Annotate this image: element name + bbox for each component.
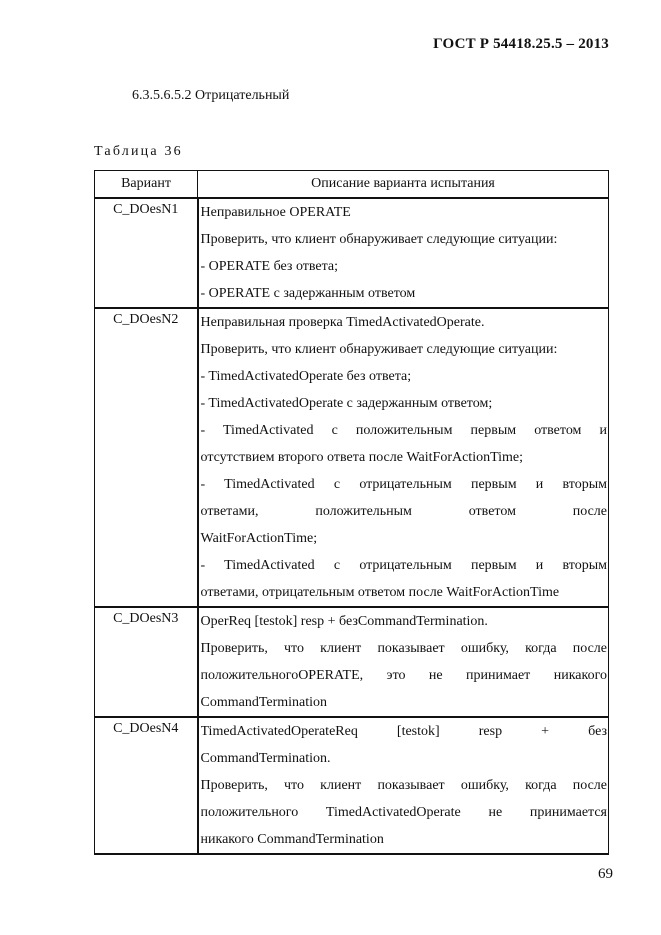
description-line: - TimedActivated с положительным первым ответом и xyxy=(200,423,607,438)
table-header-row xyxy=(95,171,609,199)
variant-cell: C_DOesN1 xyxy=(95,198,198,308)
section-title: 6.3.5.6.5.2 Отрицательный xyxy=(132,88,290,103)
description-line: - OPERATE без ответа; xyxy=(200,259,339,274)
page-number: 69 xyxy=(598,866,613,882)
description-line: WaitForActionTime; xyxy=(200,531,318,546)
document-header: ГОСТ Р 54418.25.5 – 2013 xyxy=(433,36,609,52)
description-line: TimedActivatedOperateReq [testok] resp + без xyxy=(200,724,607,739)
description-line: - TimedActivated с отрицательным первым и вторым xyxy=(200,477,607,492)
variant-cell: C_DOesN4 xyxy=(95,717,198,854)
table-row xyxy=(95,607,609,717)
description-cell xyxy=(198,198,609,308)
column-header-description: Описание варианта испытания xyxy=(198,171,609,199)
description-line: Проверить, что клиент показывает ошибку, когда после xyxy=(200,641,607,656)
description-line: положительного TimedActivatedOperate не принимается xyxy=(200,805,607,820)
description-line: Проверить, что клиент обнаруживает следующие ситуации: xyxy=(200,232,558,247)
description-line: никакого CommandTermination xyxy=(200,832,384,847)
description-line: ответами, отрицательным ответом после WaitForActionTime xyxy=(200,585,560,600)
description-line: положительногоOPERATE, это не принимает никакого xyxy=(200,668,607,683)
description-line: Неправильная проверка TimedActivatedOperate. xyxy=(200,315,485,330)
description-line: отсутствием второго ответа после WaitForActionTime; xyxy=(200,450,524,465)
description-line: - TimedActivatedOperate с задержанным ответом; xyxy=(200,396,493,411)
description-line: Проверить, что клиент обнаруживает следующие ситуации: xyxy=(200,342,558,357)
variant-cell: C_DOesN3 xyxy=(95,607,198,717)
table-row xyxy=(95,198,609,308)
description-cell xyxy=(198,607,609,717)
column-header-variant: Вариант xyxy=(95,171,198,199)
test-variants-table xyxy=(94,170,609,855)
description-line: Проверить, что клиент показывает ошибку, когда после xyxy=(200,778,607,793)
table-body xyxy=(95,198,609,854)
description-line: CommandTermination xyxy=(200,695,328,710)
variant-cell: C_DOesN2 xyxy=(95,308,198,607)
description-line: - TimedActivated с отрицательным первым и вторым xyxy=(200,558,607,573)
description-line: CommandTermination. xyxy=(200,751,331,766)
table-row xyxy=(95,717,609,854)
table-row xyxy=(95,308,609,607)
description-line: - OPERATE с задержанным ответом xyxy=(200,286,416,301)
description-cell xyxy=(198,717,609,854)
table-caption: Таблица 36 xyxy=(94,144,183,159)
description-line: - TimedActivatedOperate без ответа; xyxy=(200,369,412,384)
description-cell xyxy=(198,308,609,607)
description-line: OperReq [testok] resp + безCommandTermination. xyxy=(200,614,488,629)
description-line: ответами, положительным ответом после xyxy=(200,504,607,519)
description-line: Неправильное OPERATE xyxy=(200,205,351,220)
